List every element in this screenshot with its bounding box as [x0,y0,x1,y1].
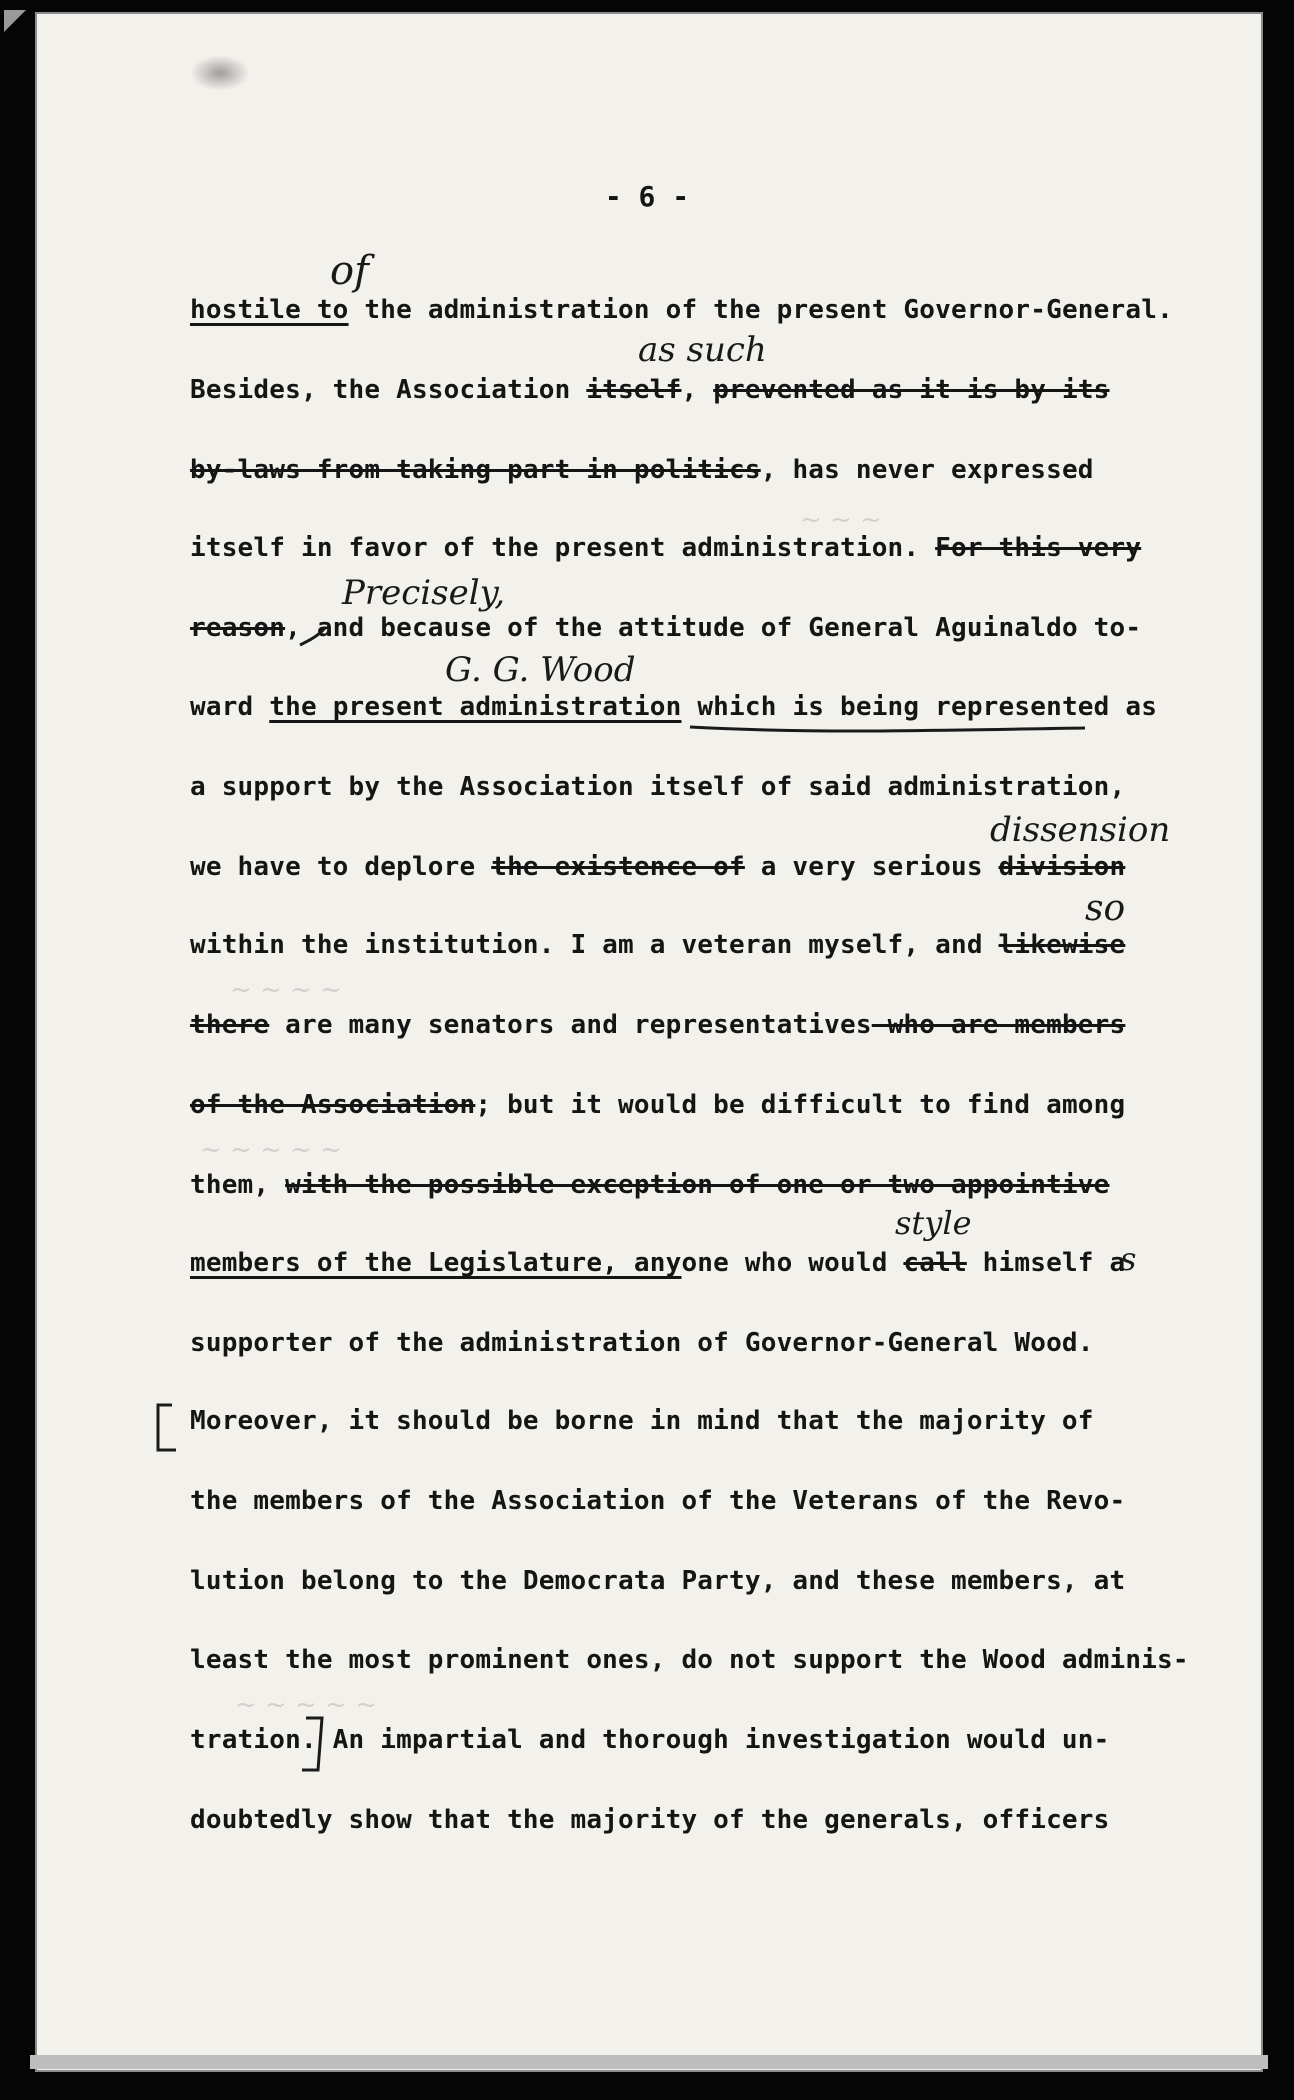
handwritten-precisely: Precisely, [342,573,506,613]
text-line-13: members of the Legislature, anyone who would call himself a [190,1248,1126,1278]
text-line-3: by-laws from taking part in politics, has never expressed [190,455,1094,485]
text-line-15: Moreover, it should be borne in mind that the majority of [190,1406,1094,1436]
handwritten-style: style [895,1204,972,1242]
text-line-1: hostile to the administration of the present Governor-General. [190,295,1173,325]
underline-stroke [690,727,1085,731]
text-line-7: a support by the Association itself of said administration, [190,772,1126,802]
handwritten-dissension: dissension [990,810,1171,850]
text-line-5: reason, and because of the attitude of General Aguinaldo to- [190,613,1142,643]
bleed-through-4: ~ ~ ~ ~ ~ [235,1690,377,1720]
text-line-9: within the institution. I am a veteran myself, and likewise [190,930,1126,960]
caret-stroke [300,628,325,645]
bleed-through-1: ~ ~ ~ [800,505,882,535]
text-line-20: doubtedly show that the majority of the generals, officers [190,1805,1110,1835]
text-line-4: itself in favor of the present administration. For this very [190,533,1142,563]
text-line-2: Besides, the Association itself, prevented as it is by its [190,375,1110,405]
text-line-16: the members of the Association of the Veterans of the Revo- [190,1486,1126,1516]
handwritten-of: of [330,248,369,294]
text-line-17: lution belong to the Democrata Party, and these members, at [190,1566,1126,1596]
text-line-6: ward the present administration which is being represented as [190,692,1158,722]
text-line-8: we have to deplore the existence of a very serious division [190,852,1126,882]
text-line-18: least the most prominent ones, do not support the Wood adminis- [190,1645,1189,1675]
close-bracket-icon [302,1718,322,1770]
text-line-10: there are many senators and representatives who are members [190,1010,1126,1040]
page-number: - 6 - [604,180,690,213]
text-line-11: of the Association; but it would be difficult to find among [190,1090,1126,1120]
bleed-through-2: ~ ~ ~ ~ [230,975,342,1005]
handwritten-s: s [1120,1240,1137,1278]
handwritten-gg-wood: G. G. Wood [445,650,636,690]
text-line-12: them, with the possible exception of one or two appointive [190,1170,1110,1200]
text-line-14: supporter of the administration of Governor-General Wood. [190,1328,1094,1358]
handwritten-as-such: as such [638,330,767,370]
open-bracket-icon [158,1405,176,1450]
bleed-through-3: ~ ~ ~ ~ ~ [200,1135,342,1165]
text-line-19: tration. An impartial and thorough investigation would un- [190,1725,1110,1755]
handwritten-so: so [1085,888,1126,929]
